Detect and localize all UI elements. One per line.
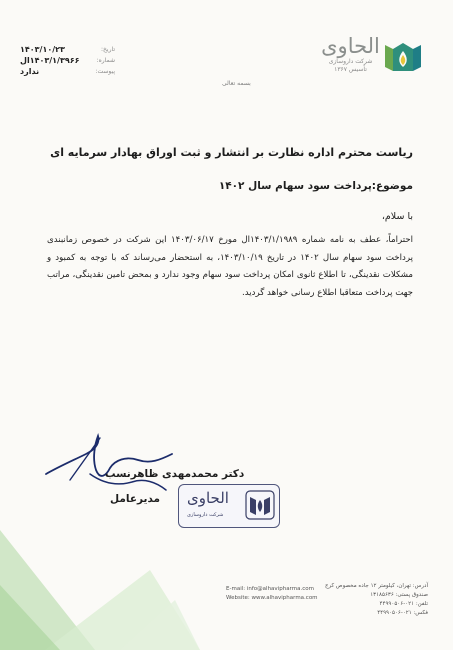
meta-attachment-label: پیوست: — [95, 68, 115, 75]
company-established: تأسیس ۱۳۶۷ — [334, 66, 367, 73]
company-logo-text — [318, 34, 383, 74]
company-name: الحاوی — [321, 34, 380, 58]
company-subtitle: شرکت داروسازی — [328, 58, 373, 65]
footer-address-row — [320, 582, 428, 591]
stamp-company-name: الحاوی — [187, 489, 229, 507]
meta-date-label: تاریخ: — [101, 46, 115, 53]
letter-greeting: با سلام، — [381, 211, 413, 222]
footer-contact-address — [320, 582, 428, 618]
company-logo-icon — [383, 39, 423, 73]
stamp-subtitle: شرکت داروسازی — [187, 512, 224, 518]
letter-meta — [20, 44, 115, 77]
footer-phone-value: ۰۲۱-۴۴۹۹۰۵۰۶ — [379, 601, 415, 607]
company-stamp — [178, 484, 280, 528]
footer-email-link[interactable]: info@alhavipharma.com — [246, 586, 314, 592]
letter-subject: موضوع:پرداخت سود سهام سال ۱۴۰۲ — [218, 180, 413, 192]
stamp-logo-icon — [245, 490, 275, 520]
decorative-corner-shape — [0, 500, 200, 650]
bismillah-heading: بسمه تعالی — [222, 80, 251, 87]
footer-fax-label: فکس: — [413, 610, 428, 616]
footer-address-label: آدرس: — [412, 583, 428, 589]
meta-number-label: شماره: — [96, 57, 115, 64]
meta-date-row — [20, 44, 115, 55]
footer-email-label: E-mail: — [226, 586, 246, 592]
meta-attachment-row — [20, 66, 115, 77]
footer-fax-value: ۰۲۱-۴۴۹۹۰۵۰۶ — [377, 610, 412, 616]
footer-website-label: Website: — [226, 595, 250, 601]
footer-fax-row — [320, 609, 428, 618]
meta-date-value: ۱۴۰۳/۱۰/۲۳ — [20, 45, 65, 54]
footer-address-value: تهران، کیلومتر ۱۲ جاده مخصوص کرج — [324, 583, 412, 589]
meta-attachment-value: ندارد — [20, 67, 40, 76]
footer-phone-row — [320, 600, 428, 609]
footer-po-box: صندوق پستی: ۱۳۱۸۵۶۳۶ — [370, 592, 428, 598]
letter-recipient: ریاست محترم اداره نظارت بر انتشار و ثبت اوراق بهادار سرمایه ای — [50, 146, 413, 159]
footer-website-link[interactable]: www.alhavipharma.com — [251, 595, 318, 601]
meta-number-value: ۱۴۰۳/۱/۳۹۶۶ال — [20, 56, 80, 65]
letter-body: احتراماً، عطف به نامه شماره ۱۴۰۳/۱/۱۹۸۹ال مورخ ۱۴۰۳/۰۶/۱۷ این شرکت در خصوص زمانبندی پرداخت سود سهام سال ۱۴۰۲ در تاریخ ۱۴۰۳/۱۰/۱۹، به استحضار می‌رساند که با توجه به کمبود و مشکلات نقدینگی، تا اطلاع ثانوی امکان پرداخت سود سهام وجود ندارد و بمحض تامین نقدینگی، مراتب جهت پرداخت متعاقبا اطلاع رسانی خواهد گردید. — [47, 235, 414, 298]
footer-phone-label: تلفن: — [415, 601, 428, 607]
signer-name: دکتر محمدمهدی ظاهرنسب — [105, 468, 245, 480]
signer-title: مدیرعامل — [110, 493, 161, 505]
meta-number-row — [20, 55, 115, 66]
